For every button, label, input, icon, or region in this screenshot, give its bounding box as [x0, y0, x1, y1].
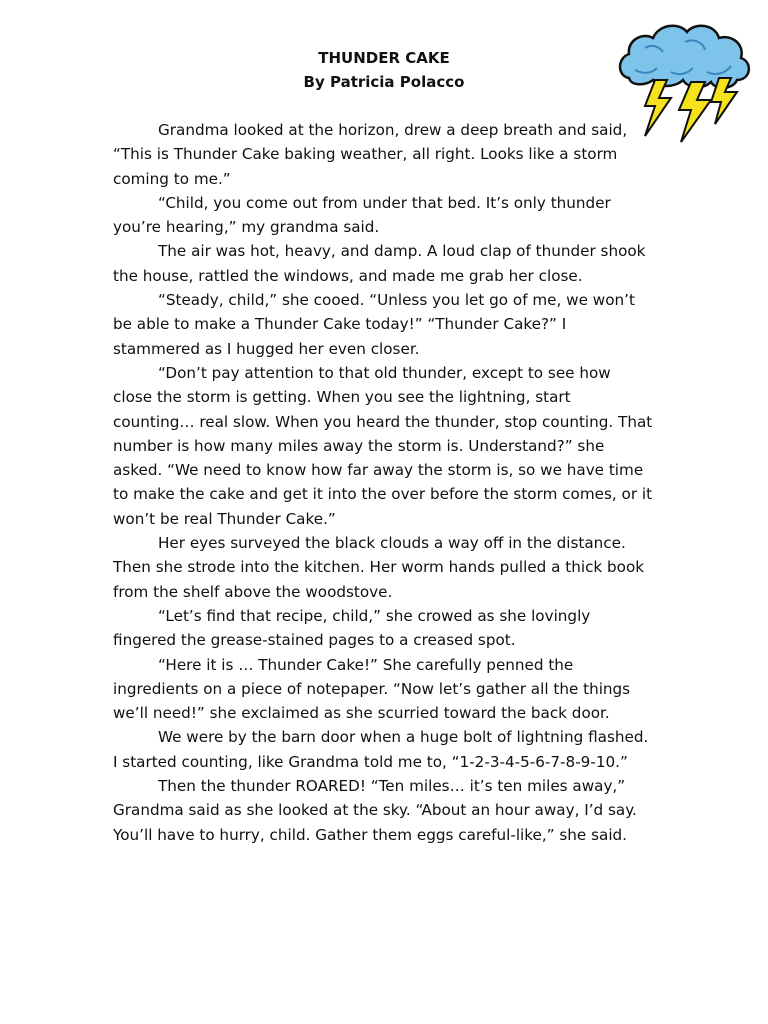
story-paragraph: The air was hot, heavy, and damp. A loud clap of thunder shook the house, rattled the windows, and made me grab her close. [113, 242, 646, 285]
story-paragraph: Her eyes surveyed the black clouds a way off in the distance. Then she strode into the kitchen. Her worm hands pulled a thick book from the shelf above the woodstove. [113, 534, 645, 601]
story-paragraph: We were by the barn door when a huge bolt of lightning flashed. I started counting, like Grandma told me to, “1-2-3-4-5-6-7-8-9-10.” [113, 728, 649, 771]
story-paragraph: “Steady, child,” she cooed. “Unless you let go of me, we won’t be able to make a Thunder Cake today!” “Thunder Cake?” I stammered as I hugged her even closer. [113, 291, 635, 358]
story-paragraph: “Let’s find that recipe, child,” she crowed as she lovingly fingered the grease-stained pages to a creased spot. [113, 606, 591, 650]
document-byline: By Patricia Polacco [303, 73, 465, 91]
story-paragraph: “Child, you come out from under that bed. It’s only thunder you’re hearing,” my grandma said. [113, 193, 611, 237]
story-paragraph: “Don’t pay attention to that old thunder, except to see how close the storm is getting. When you see the lightning, start counting… real slow. When you heard the thunder, stop counting. That number is how many miles away the storm is. Understand?” she asked. “We need to know how far away the storm is, so we have time to make the cake and get it into the over before the storm comes, or it won’t be real Thunder Cake.” [113, 363, 653, 528]
story-paragraph: “Here it is … Thunder Cake!” She carefully penned the ingredients on a piece of notepaper. “Now let’s gather all the things we’ll need!” she exclaimed as she scurried toward the back door. [113, 655, 631, 723]
story-body [113, 118, 653, 847]
story-paragraph: Then the thunder ROARED! “Ten miles… it’s ten miles away,” Grandma said as she looked at the sky. “About an hour away, I’d say. You’ll have to hurry, child. Gather them eggs careful-like,” she said. [113, 777, 637, 844]
story-paragraph: Grandma looked at the horizon, drew a deep breath and said, “This is Thunder Cake baking weather, all right. Looks like a storm coming to me.” [113, 121, 628, 188]
document-title: THUNDER CAKE [318, 49, 450, 67]
lightning-bolt [679, 82, 711, 142]
